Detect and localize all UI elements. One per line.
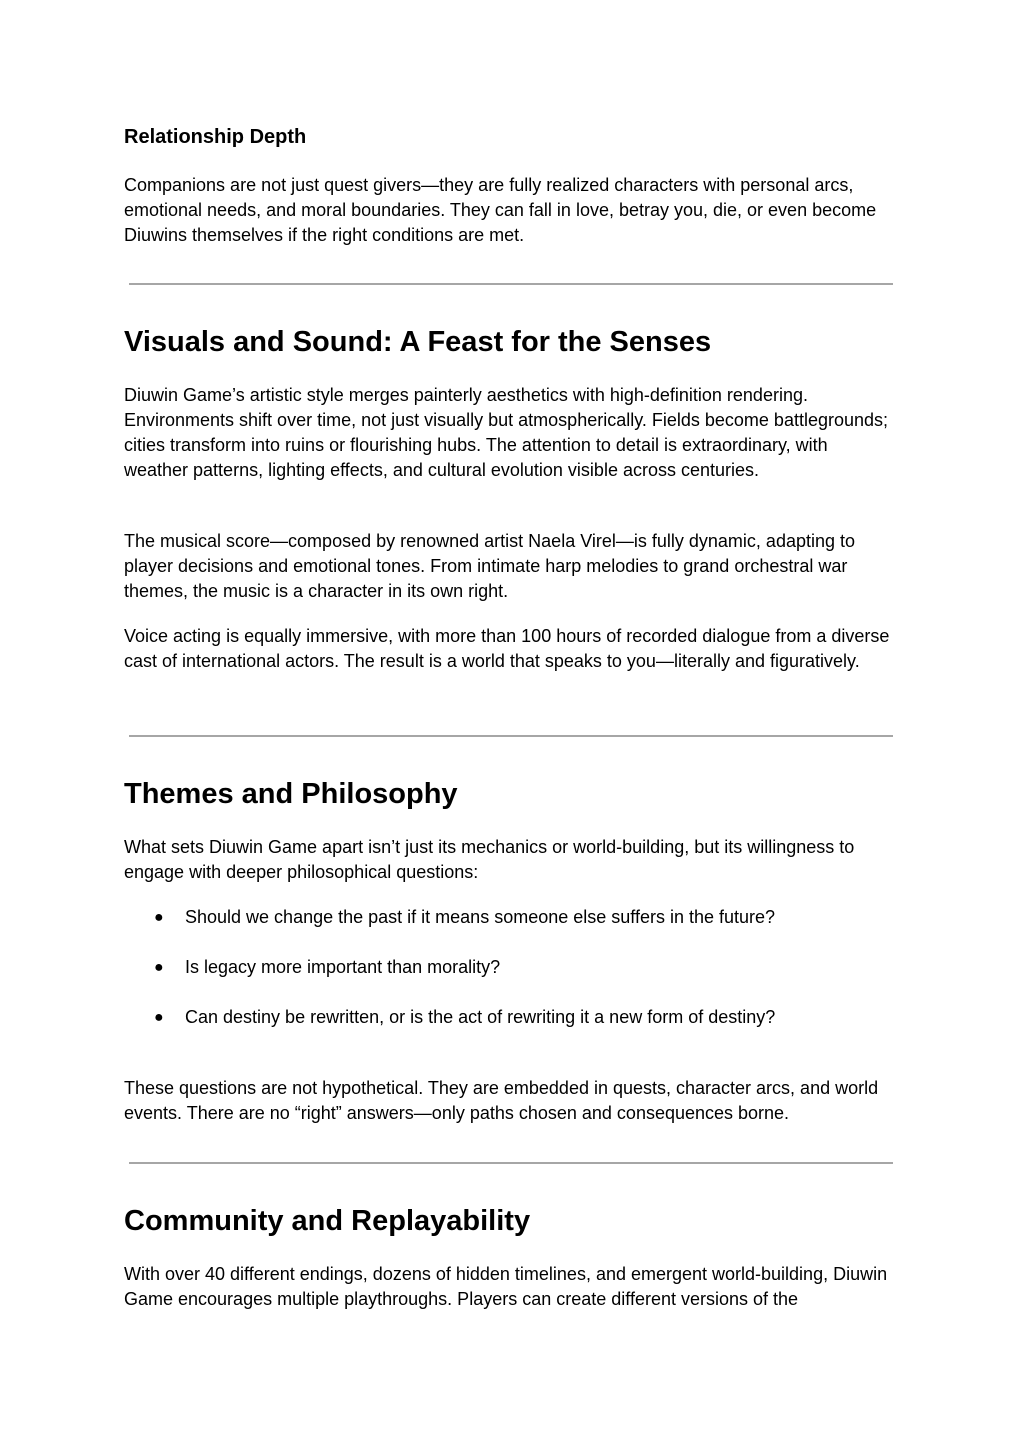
visuals-paragraph-3: Voice acting is equally immersive, with more than 100 hours of recorded dialogue from a diverse cast of international actors. The result is a world that speaks to you—literally and figuratively. — [124, 626, 890, 671]
list-item — [124, 955, 894, 980]
list-item-text: Can destiny be rewritten, or is the act of rewriting it a new form of destiny? — [185, 1007, 776, 1027]
community-replayability-heading: Community and Replayability — [124, 1205, 531, 1237]
themes-closing-paragraph: These questions are not hypothetical. They are embedded in quests, character arcs, and world events. There are no “right” answers—only paths chosen and consequences borne. — [124, 1078, 879, 1123]
list-item-text: Is legacy more important than morality? — [185, 957, 501, 977]
bullet-icon: ● — [154, 959, 164, 976]
visuals-paragraph-2: The musical score—composed by renowned artist Naela Virel—is fully dynamic, adapting to player decisions and emotional tones. From intimate harp melodies to grand orchestral war themes, the music is a character in its own right. — [124, 531, 856, 601]
section-divider — [129, 735, 893, 737]
visuals-paragraph-1: Diuwin Game’s artistic style merges painterly aesthetics with high-definition rendering. Environments shift over time, not just visually but atmospherically. Fields become battlegrounds; cities transform into ruins or flourishing hubs. The attention to detail is extraordinary, with weather patterns, lighting effects, and cultural evolution visible across centuries. — [124, 385, 889, 480]
list-item — [124, 905, 894, 930]
section-divider — [129, 283, 893, 285]
community-paragraph: With over 40 different endings, dozens of hidden timelines, and emergent world-building, Diuwin Game encourages multiple playthroughs. Players can create different versions of the — [124, 1264, 888, 1309]
bullet-icon: ● — [154, 909, 164, 926]
themes-philosophy-heading: Themes and Philosophy — [124, 778, 458, 810]
section-divider — [129, 1162, 893, 1164]
list-item — [124, 1005, 894, 1030]
list-item-text: Should we change the past if it means someone else suffers in the future? — [185, 907, 776, 927]
visuals-sound-heading: Visuals and Sound: A Feast for the Senses — [124, 326, 712, 358]
philosophy-questions-list — [124, 905, 894, 1055]
themes-intro-paragraph: What sets Diuwin Game apart isn’t just its mechanics or world-building, but its willingness to engage with deeper philosophical questions: — [124, 837, 855, 882]
relationship-depth-paragraph: Companions are not just quest givers—they are fully realized characters with personal arcs, emotional needs, and moral boundaries. They can fall in love, betray you, die, or even become Diuwins themselves if the right conditions are met. — [124, 175, 877, 245]
bullet-icon: ● — [154, 1009, 164, 1026]
relationship-depth-heading: Relationship Depth — [124, 126, 307, 148]
